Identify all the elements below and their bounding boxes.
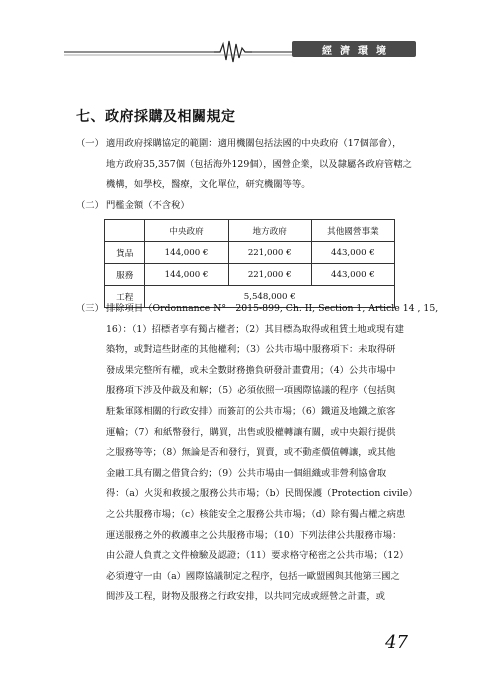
item-3-line: 運輸；（7）和紙幣發行，購買，出售或股權轉讓有關，或中央銀行提供 <box>106 426 396 438</box>
item-2 <box>76 196 190 217</box>
item-2-number: （二） <box>76 200 104 211</box>
item-3-line: 必須遵守一由（a）國際協議制定之程序，包括一歐盟國與其他第三國之 <box>106 570 400 582</box>
item-3-first-line: 排除項目（Ordonnance N° 2015-899, Ch. II, Section 1, Article 14 , 15, <box>106 303 439 314</box>
item-3-number: （三） <box>76 303 104 314</box>
item-3-line: 運送服務之外的救護車之公共服務市場；（10）下列法律公共服務市場： <box>106 529 402 541</box>
page-number: 47 <box>385 632 408 653</box>
item-3-line: 金融工具有關之借貸合約；（9）公共市場由一個組織或非營利協會取 <box>106 467 387 479</box>
item-3-line: 之服務等等；（8）無論是否和發行，買賣，或不動產價值轉讓，或其他 <box>106 447 396 459</box>
table-merged-cell: 5,548,000 € <box>145 286 395 308</box>
header-badge <box>292 41 416 57</box>
table-header-cell: 中央政府 <box>145 220 228 242</box>
item-3-line: 由公證人負責之文件檢驗及認證；（11）要求格守秘密之公共市場；（12） <box>106 550 409 562</box>
item-3-line: 築物，或對這些財產的其他權利；（3）公共市場中服務項下：未取得研 <box>106 344 396 356</box>
table-row-label: 工程 <box>105 286 145 308</box>
table-header-cell: 地方政府 <box>228 220 311 242</box>
table-cell: 443,000 € <box>311 242 394 264</box>
table-cell: 144,000 € <box>145 242 228 264</box>
table-row <box>105 264 395 286</box>
table-cell: 221,000 € <box>228 242 311 264</box>
section-title: 七、政府採購及相關規定 <box>76 109 236 125</box>
table-header-cell: 其他國營事業 <box>311 220 394 242</box>
item-1-line: 地方政府35,357個（包括海外129個），國營企業，以及隸屬各政府管轄之 <box>106 158 412 170</box>
item-1 <box>76 134 412 196</box>
item-3-line: 服務項下涉及仲裁及和解；（5）必須依照一項國際協議的程序（包括與 <box>106 385 396 397</box>
page-header <box>0 38 480 68</box>
item-1-line: 適用政府採購協定的範圍：適用機關包括法國的中央政府（17個部會）， <box>106 138 402 149</box>
item-3-line: 發成果完整所有權，或未全數財務擔負研發計畫費用；（4）公共市場中 <box>106 364 396 376</box>
header-badge-text: 經濟環境 <box>322 45 394 57</box>
threshold-table <box>104 219 395 308</box>
item-1-number: （一） <box>76 138 104 149</box>
item-2-title: 門檻金額（不含稅） <box>106 200 190 211</box>
table-row-label: 服務 <box>105 264 145 286</box>
item-3-line: 駐紮軍隊相關的行政安排）而簽訂的公共市場；（6）鐵道及地鐵之旅客 <box>106 405 396 417</box>
item-3-line: 得：（a）火災和救援之服務公共市場；（b）民間保護（Protection civile） <box>106 488 418 500</box>
table-header-row <box>105 220 395 242</box>
table-cell: 221,000 € <box>228 264 311 286</box>
table-row <box>105 242 395 264</box>
table-cell: 144,000 € <box>145 264 228 286</box>
item-3-line: 間涉及工程，財物及服務之行政安排，以共同完成或經營之計畫，或 <box>106 591 385 603</box>
item-1-line: 機構，如學校，醫療，文化單位，研究機關等等。 <box>106 179 311 191</box>
item-3-line: 之公共服務市場；（c）核能安全之服務公共市場；（d）除有獨占權之病患 <box>106 508 406 520</box>
item-3-line: 16）：（1）招標者享有獨占權者；（2）其目標為取得或租賃土地或現有建 <box>106 323 404 335</box>
table-header-cell <box>105 220 145 242</box>
item-3 <box>76 299 438 608</box>
table-row-label: 貨品 <box>105 242 145 264</box>
table-cell: 443,000 € <box>311 264 394 286</box>
